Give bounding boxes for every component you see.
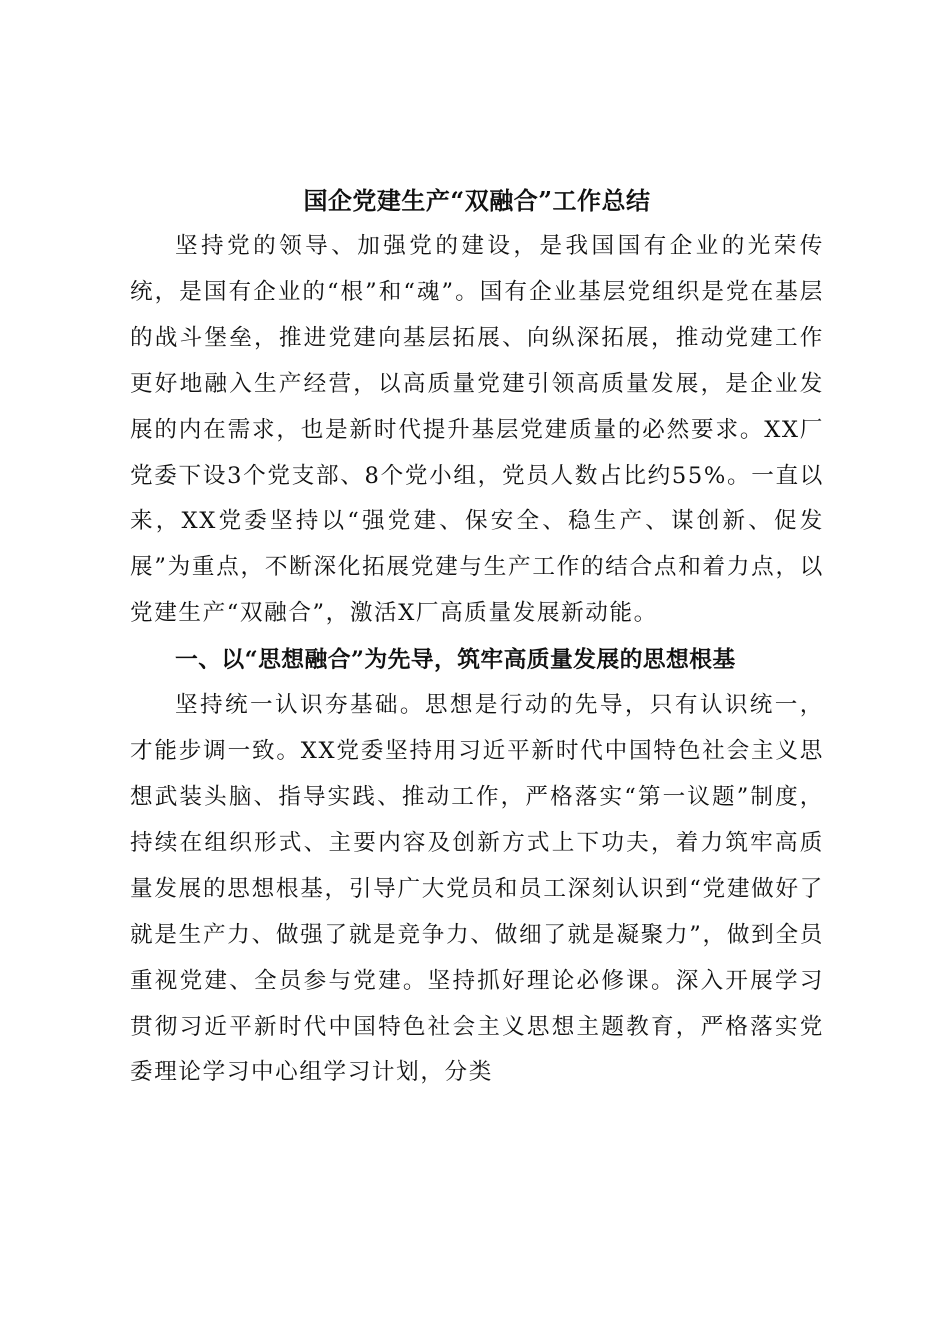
section-heading-1: 一、以“思想融合”为先导，筑牢高质量发展的思想根基 bbox=[175, 647, 736, 674]
section-paragraph-1: 坚持统一认识夯基础。思想是行动的先导，只有认识统一，才能步调一致。XX党委坚持用习近平新时代中国特色社会主义思想武装头脑、指导实践、推动工作，严格落实“第一议题”制度，持续在组织形式、主要内容及创新方式上下功夫，着力筑牢高质量发展的思想根基，引导广大党员和员工深刻认识到“党建做好了就是生产力、做强了就是竞争力、做细了就是凝聚力”，做到全员重视党建、全员参与党建。坚持抓好理论必修课。深入开展学习贯彻习近平新时代中国特色社会主义思想主题教育，严格落实党委理论学习中心组学习计划，分类 bbox=[130, 692, 824, 1086]
intro-paragraph: 坚持党的领导、加强党的建设，是我国国有企业的光荣传统，是国有企业的“根”和“魂”。国有企业基层党组织是党在基层的战斗堡垒，推进党建向基层拓展、向纵深拓展，推动党建工作更好地融入生产经营，以高质量党建引领高质量发展，是企业发展的内在需求，也是新时代提升基层党建质量的必然要求。XX厂党委下设3个党支部、8个党小组，党员人数占比约55%。一直以来，XX党委坚持以“强党建、保安全、稳生产、谋创新、促发展”为重点，不断深化拓展党建与生产工作的结合点和着力点，以党建生产“双融合”，激活X厂高质量发展新动能。 bbox=[130, 233, 824, 627]
document-title: 国企党建生产“双融合”工作总结 bbox=[303, 186, 651, 215]
document-body bbox=[130, 178, 824, 1096]
